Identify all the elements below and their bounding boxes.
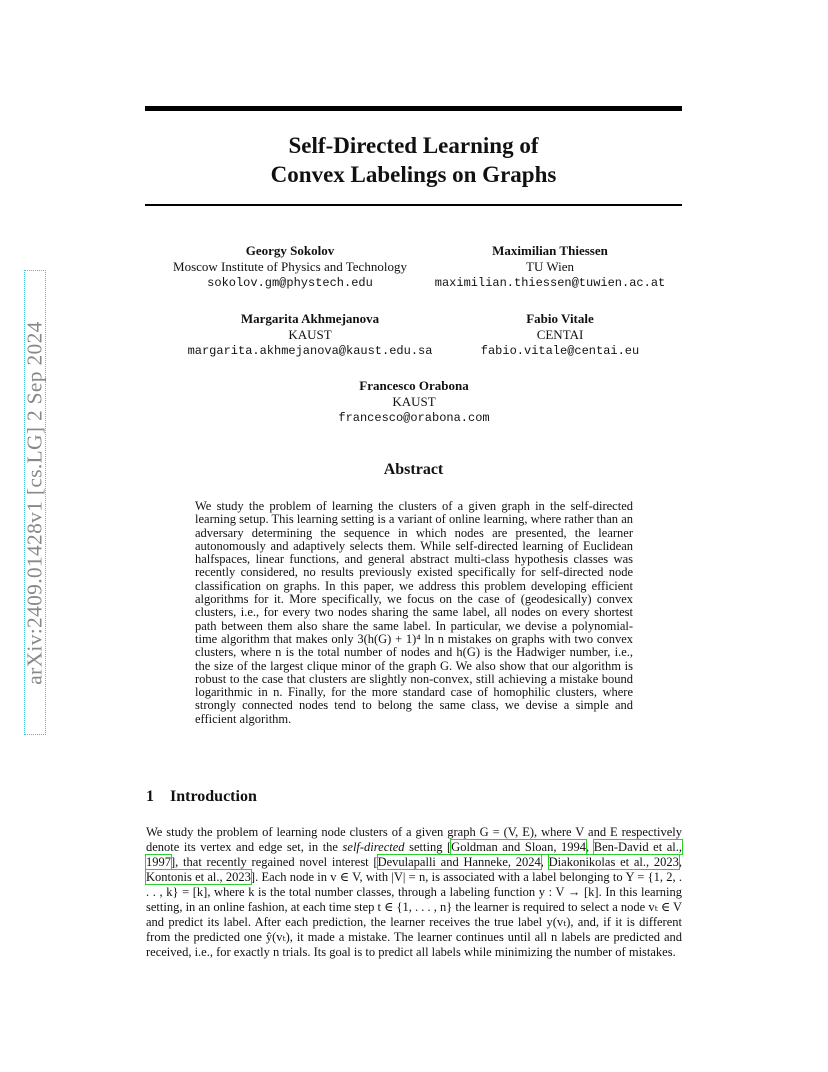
arxiv-identifier-stamp [24, 270, 46, 735]
title-line-2: Convex Labelings on Graphs [270, 162, 557, 187]
intro-text: ]. Each node in v ∈ V, with |V| = n, is associated with a label belonging to Y = {1, 2, . . . , k} = [k], where k is the total number classes, through a labeling function y : V → [k]. In this learning setting, in an online fashion, at each time step t ∈ {1, . . . , n} the learner is required to select a node vₜ ∈ V and predict its label. After each prediction, the learner receives the true label y(vₜ), and, if it is different from the predicted one ŷ(vₜ), it made a mistake. The learner continues until all n labels are predicted and received, i.e., for exactly n trials. Its goal is to predict all labels while minimizing the number of mistakes. [146, 870, 682, 960]
intro-text: , [586, 840, 594, 855]
citation-link[interactable]: Goldman and Sloan, 1994 [451, 840, 587, 855]
author-name: Maximilian Thiessen [492, 243, 608, 258]
author-affiliation: Moscow Institute of Physics and Technology [173, 259, 407, 274]
author-block [160, 311, 460, 359]
author-name: Francesco Orabona [359, 378, 469, 393]
title-bottom-rule [145, 204, 682, 206]
intro-emphasis: self-directed [342, 840, 405, 855]
intro-text: ], that recently regained novel interest [ [171, 855, 378, 870]
title-line-1: Self-Directed Learning of [288, 133, 539, 158]
author-affiliation: CENTAI [536, 327, 584, 342]
author-block [150, 243, 430, 291]
abstract-text: We study the problem of learning the clusters of a given graph in the self-directed learning setup. This learning setting is a variant of online learning, where rather than an adversary determining the sequence in which nodes are presented, the learner autonomously and adaptively selects them. While self-directed learning of Euclidean halfspaces, linear functions, and general abstract multi-class hypothesis classes was recently considered, no results previously existed specifically for self-directed node classification on graphs. In this paper, we address this problem developing efficient algorithms for it. More specifically, we focus on the case of (geodesically) convex clusters, i.e., for every two nodes sharing the same label, all nodes on every shortest path between them also share the same label. In particular, we devise a polynomial-time algorithm that makes only 3(h(G) + 1)⁴ ln n mistakes on graphs with two convex clusters, where n is the total number of nodes and h(G) is the Hadwiger number, i.e., the size of the largest clique minor of the graph G. We also show that our algorithm is robust to the case that clusters are slightly non-convex, still achieving a mistake bound logarithmic in n. Finally, for the more standard case of homophilic clusters, where strongly connected nodes tend to belong the same class, we devise a simple and efficient algorithm. [195, 499, 633, 726]
author-block [420, 243, 680, 291]
arxiv-identifier: arXiv:2409.01428v1 [cs.LG] 2 Sep 2024 [22, 320, 47, 685]
author-email: fabio.vitale@centai.eu [480, 344, 640, 358]
intro-text: , [540, 855, 549, 870]
author-email: maximilian.thiessen@tuwien.ac.at [434, 276, 666, 290]
title-top-rule [145, 106, 682, 111]
abstract-heading: Abstract [383, 461, 444, 478]
author-name: Georgy Sokolov [245, 243, 335, 258]
section-number: 1 [146, 788, 154, 805]
author-email: francesco@orabona.com [338, 411, 490, 425]
citation-link[interactable]: Diakonikolas et al., 2023 [548, 855, 679, 870]
author-name: Margarita Akhmejanova [240, 311, 380, 326]
paper-title [145, 131, 682, 189]
author-email: margarita.akhmejanova@kaust.edu.sa [187, 344, 433, 358]
intro-text: setting [ [404, 840, 452, 855]
author-email: sokolov.gm@phystech.edu [207, 276, 373, 290]
author-name: Fabio Vitale [526, 311, 594, 326]
section-title: Introduction [170, 788, 257, 805]
intro-text: , [678, 855, 682, 870]
citation-link[interactable]: Ben-David et al., 1997 [146, 840, 683, 870]
author-affiliation: KAUST [288, 327, 332, 342]
author-block [284, 378, 544, 426]
author-affiliation: TU Wien [526, 259, 574, 274]
author-affiliation: KAUST [392, 394, 436, 409]
citation-link[interactable]: Devulapalli and Hanneke, 2024 [377, 855, 541, 870]
introduction-paragraph [146, 825, 682, 960]
author-block [440, 311, 680, 359]
intro-text: We study the problem of learning node clusters of a given graph G = (V, E), where V and E respectively denote its vertex and edge set, in the [146, 825, 682, 855]
section-heading [146, 788, 257, 806]
citation-link[interactable]: Kontonis et al., 2023 [146, 870, 251, 885]
